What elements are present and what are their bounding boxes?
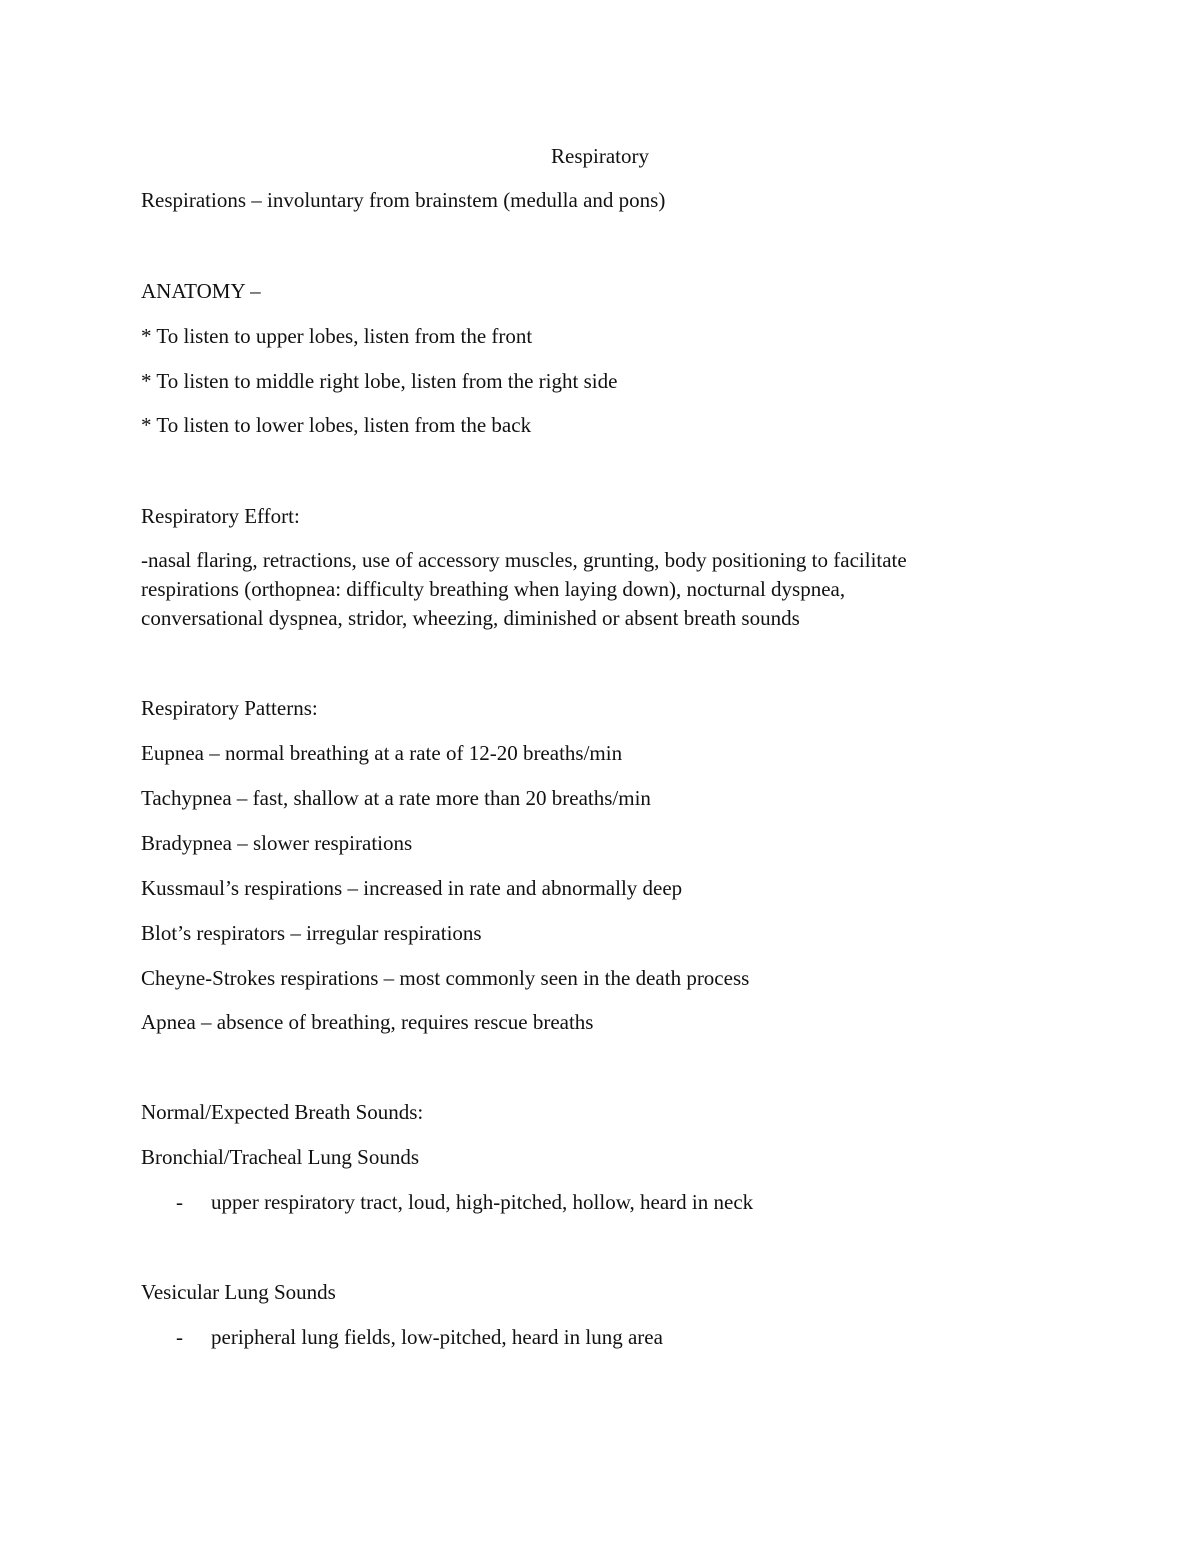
bronchial-dash: - — [176, 1190, 183, 1214]
anatomy-item: * To listen to upper lobes, listen from the front — [141, 324, 533, 348]
pattern-item: Cheyne-Strokes respirations – most commonly seen in the death process — [141, 966, 750, 990]
anatomy-item: * To listen to middle right lobe, listen from the right side — [141, 369, 618, 393]
pattern-item: Bradypnea – slower respirations — [141, 831, 413, 855]
pattern-item: Tachypnea – fast, shallow at a rate more than 20 breaths/min — [141, 786, 651, 810]
effort-line: conversational dyspnea, stridor, wheezing, diminished or absent breath sounds — [141, 606, 800, 630]
pattern-item: Eupnea – normal breathing at a rate of 12-20 breaths/min — [141, 741, 623, 765]
effort-heading: Respiratory Effort: — [141, 504, 300, 528]
effort-paragraph — [141, 546, 1041, 633]
bronchial-detail: upper respiratory tract, loud, high-pitched, hollow, heard in neck — [211, 1190, 754, 1214]
vesicular-detail: peripheral lung fields, low-pitched, heard in lung area — [211, 1325, 663, 1349]
anatomy-heading: ANATOMY – — [141, 279, 261, 303]
vesicular-dash: - — [176, 1325, 183, 1349]
vesicular-heading: Vesicular Lung Sounds — [141, 1280, 336, 1304]
bronchial-heading: Bronchial/Tracheal Lung Sounds — [141, 1145, 420, 1169]
pattern-item: Blot’s respirators – irregular respirations — [141, 921, 482, 945]
anatomy-item: * To listen to lower lobes, listen from the back — [141, 413, 532, 437]
breath-sounds-heading: Normal/Expected Breath Sounds: — [141, 1100, 424, 1124]
pattern-item: Apnea – absence of breathing, requires rescue breaths — [141, 1010, 594, 1034]
effort-line: -nasal flaring, retractions, use of accessory muscles, grunting, body positioning to facilitate — [141, 548, 907, 572]
intro-line: Respirations – involuntary from brainstem (medulla and pons) — [141, 188, 666, 212]
patterns-heading: Respiratory Patterns: — [141, 696, 318, 720]
effort-line: respirations (orthopnea: difficulty breathing when laying down), nocturnal dyspnea, — [141, 577, 846, 601]
pattern-item: Kussmaul’s respirations – increased in rate and abnormally deep — [141, 876, 683, 900]
document-title: Respiratory — [551, 144, 649, 168]
